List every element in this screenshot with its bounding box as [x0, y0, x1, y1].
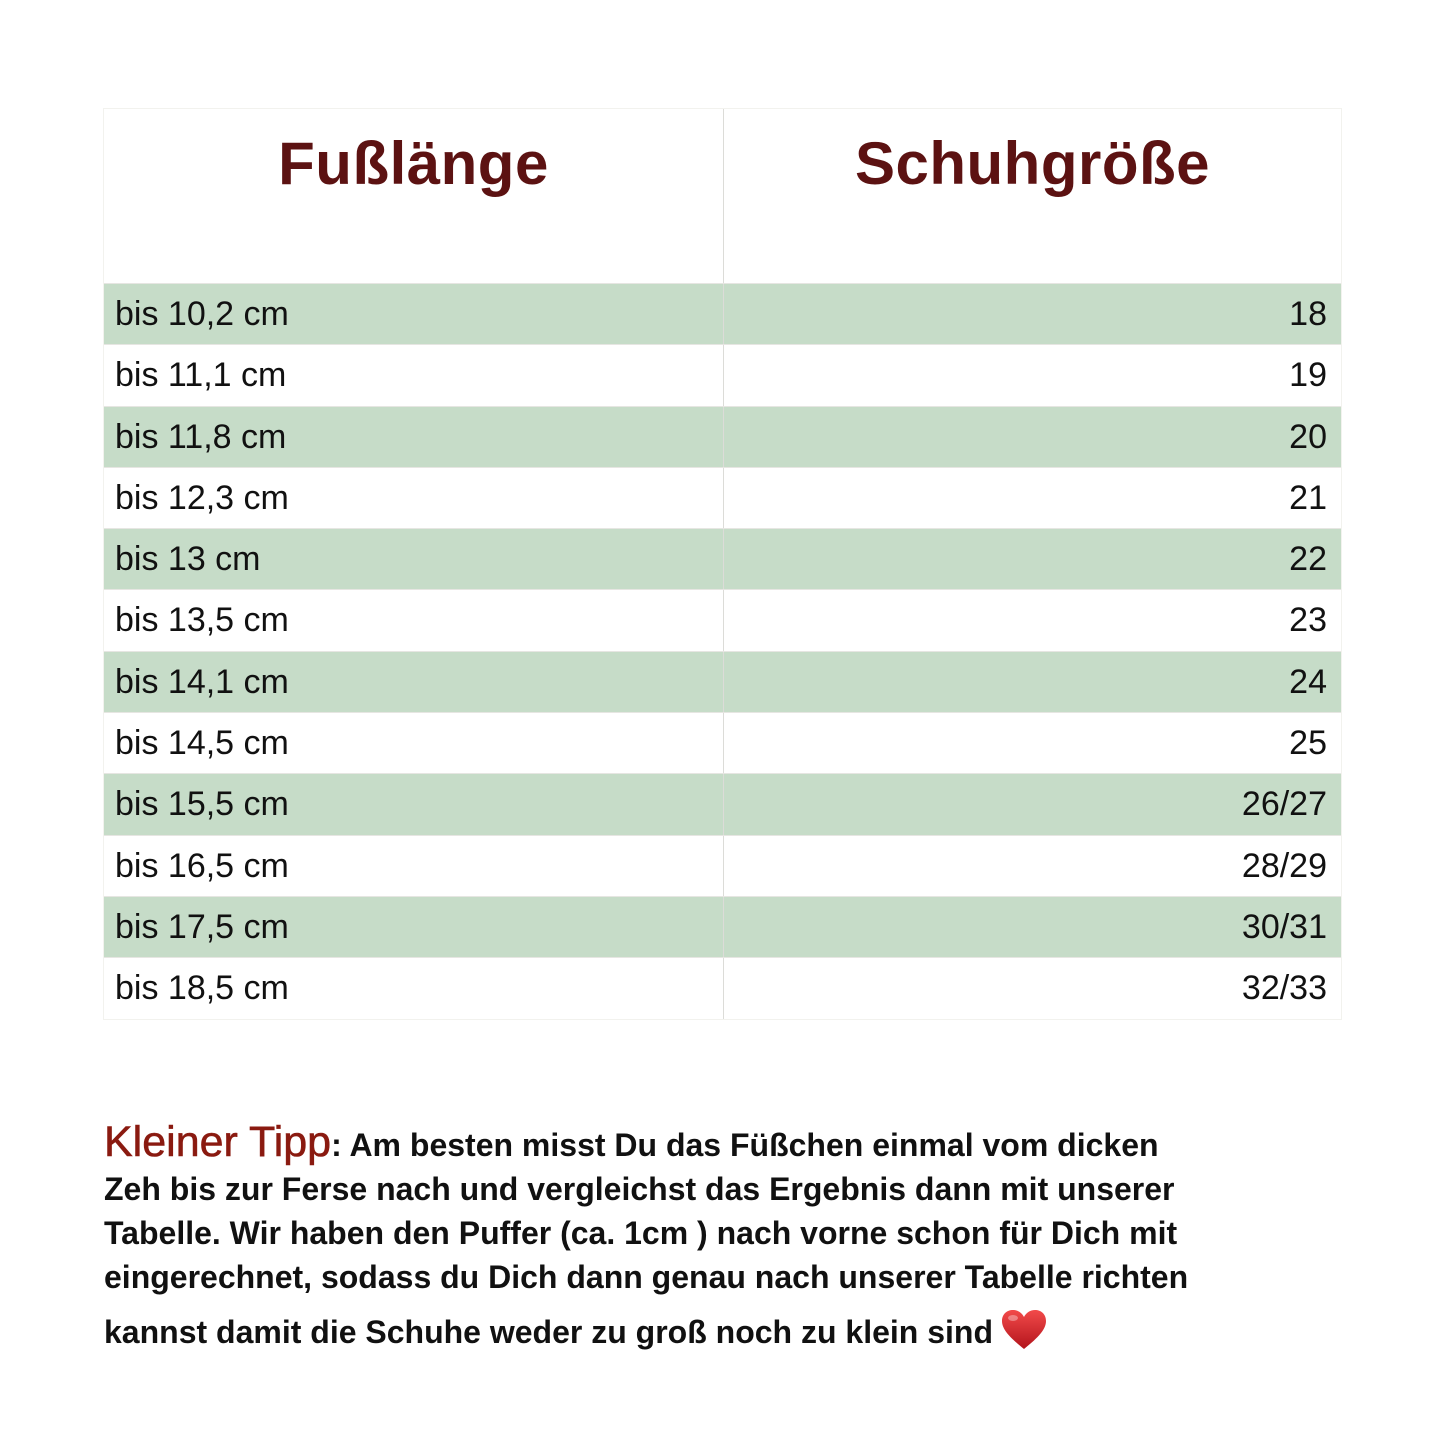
- tip-title: Kleiner Tipp: [104, 1118, 332, 1166]
- shoe-size-cell: 26/27: [1241, 785, 1327, 824]
- foot-length-cell: bis 12,3 cm: [104, 468, 724, 528]
- foot-length-cell: bis 16,5 cm: [104, 836, 724, 896]
- table-row: [104, 835, 1341, 896]
- table-row: [104, 344, 1341, 405]
- foot-length-cell: bis 17,5 cm: [104, 897, 724, 957]
- tip-line: [104, 1120, 1344, 1167]
- shoe-size-cell: 23: [1289, 601, 1327, 640]
- table-header: [104, 109, 1341, 283]
- foot-length-cell: bis 14,5 cm: [104, 713, 724, 773]
- shoe-size-cell: 21: [1289, 478, 1327, 517]
- tip-text: kannst damit die Schuhe weder zu groß noch zu klein sind: [104, 1314, 994, 1350]
- shoe-size-cell: 30/31: [1241, 907, 1327, 946]
- table-row: [104, 528, 1341, 589]
- table-row: [104, 773, 1341, 834]
- foot-length-cell: bis 11,8 cm: [104, 407, 724, 467]
- heart-icon: [1001, 1309, 1047, 1362]
- table-row: [104, 651, 1341, 712]
- header-foot-length: Fußlänge: [104, 109, 724, 283]
- foot-length-cell: bis 18,5 cm: [104, 958, 724, 1018]
- foot-length-cell: bis 13,5 cm: [104, 590, 724, 650]
- tip-line: eingerechnet, sodass du Dich dann genau nach unserer Tabelle richten: [104, 1259, 1189, 1295]
- shoe-size-cell: 24: [1289, 662, 1327, 701]
- shoe-size-cell: 28/29: [1241, 846, 1327, 885]
- foot-length-cell: bis 14,1 cm: [104, 652, 724, 712]
- foot-length-cell: bis 15,5 cm: [104, 774, 724, 834]
- shoe-size-cell: 20: [1289, 417, 1327, 456]
- header-shoe-size: Schuhgröße: [854, 130, 1210, 197]
- table-row: [104, 283, 1341, 344]
- foot-length-cell: bis 10,2 cm: [104, 284, 724, 344]
- tip-paragraph: [104, 1120, 1344, 1362]
- tip-text: : Am besten misst Du das Füßchen einmal vom dicken: [331, 1127, 1159, 1163]
- shoe-size-cell: 18: [1289, 295, 1327, 333]
- shoe-size-cell: 19: [1289, 356, 1327, 395]
- table-row: [104, 957, 1341, 1018]
- tip-line: Zeh bis zur Ferse nach und vergleichst das Ergebnis dann mit unserer: [104, 1171, 1175, 1207]
- table-row: [104, 896, 1341, 957]
- tip-line: [104, 1309, 1344, 1362]
- size-table: [103, 108, 1342, 1020]
- shoe-size-cell: 25: [1289, 724, 1327, 763]
- table-row: [104, 589, 1341, 650]
- table-row: [104, 712, 1341, 773]
- tip-line: Tabelle. Wir haben den Puffer (ca. 1cm ) nach vorne schon für Dich mit: [104, 1215, 1178, 1251]
- foot-length-cell: bis 13 cm: [104, 529, 724, 589]
- table-row: [104, 406, 1341, 467]
- table-row: [104, 467, 1341, 528]
- foot-length-cell: bis 11,1 cm: [104, 345, 724, 405]
- shoe-size-cell: 22: [1289, 540, 1327, 579]
- shoe-size-cell: 32/33: [1241, 969, 1327, 1008]
